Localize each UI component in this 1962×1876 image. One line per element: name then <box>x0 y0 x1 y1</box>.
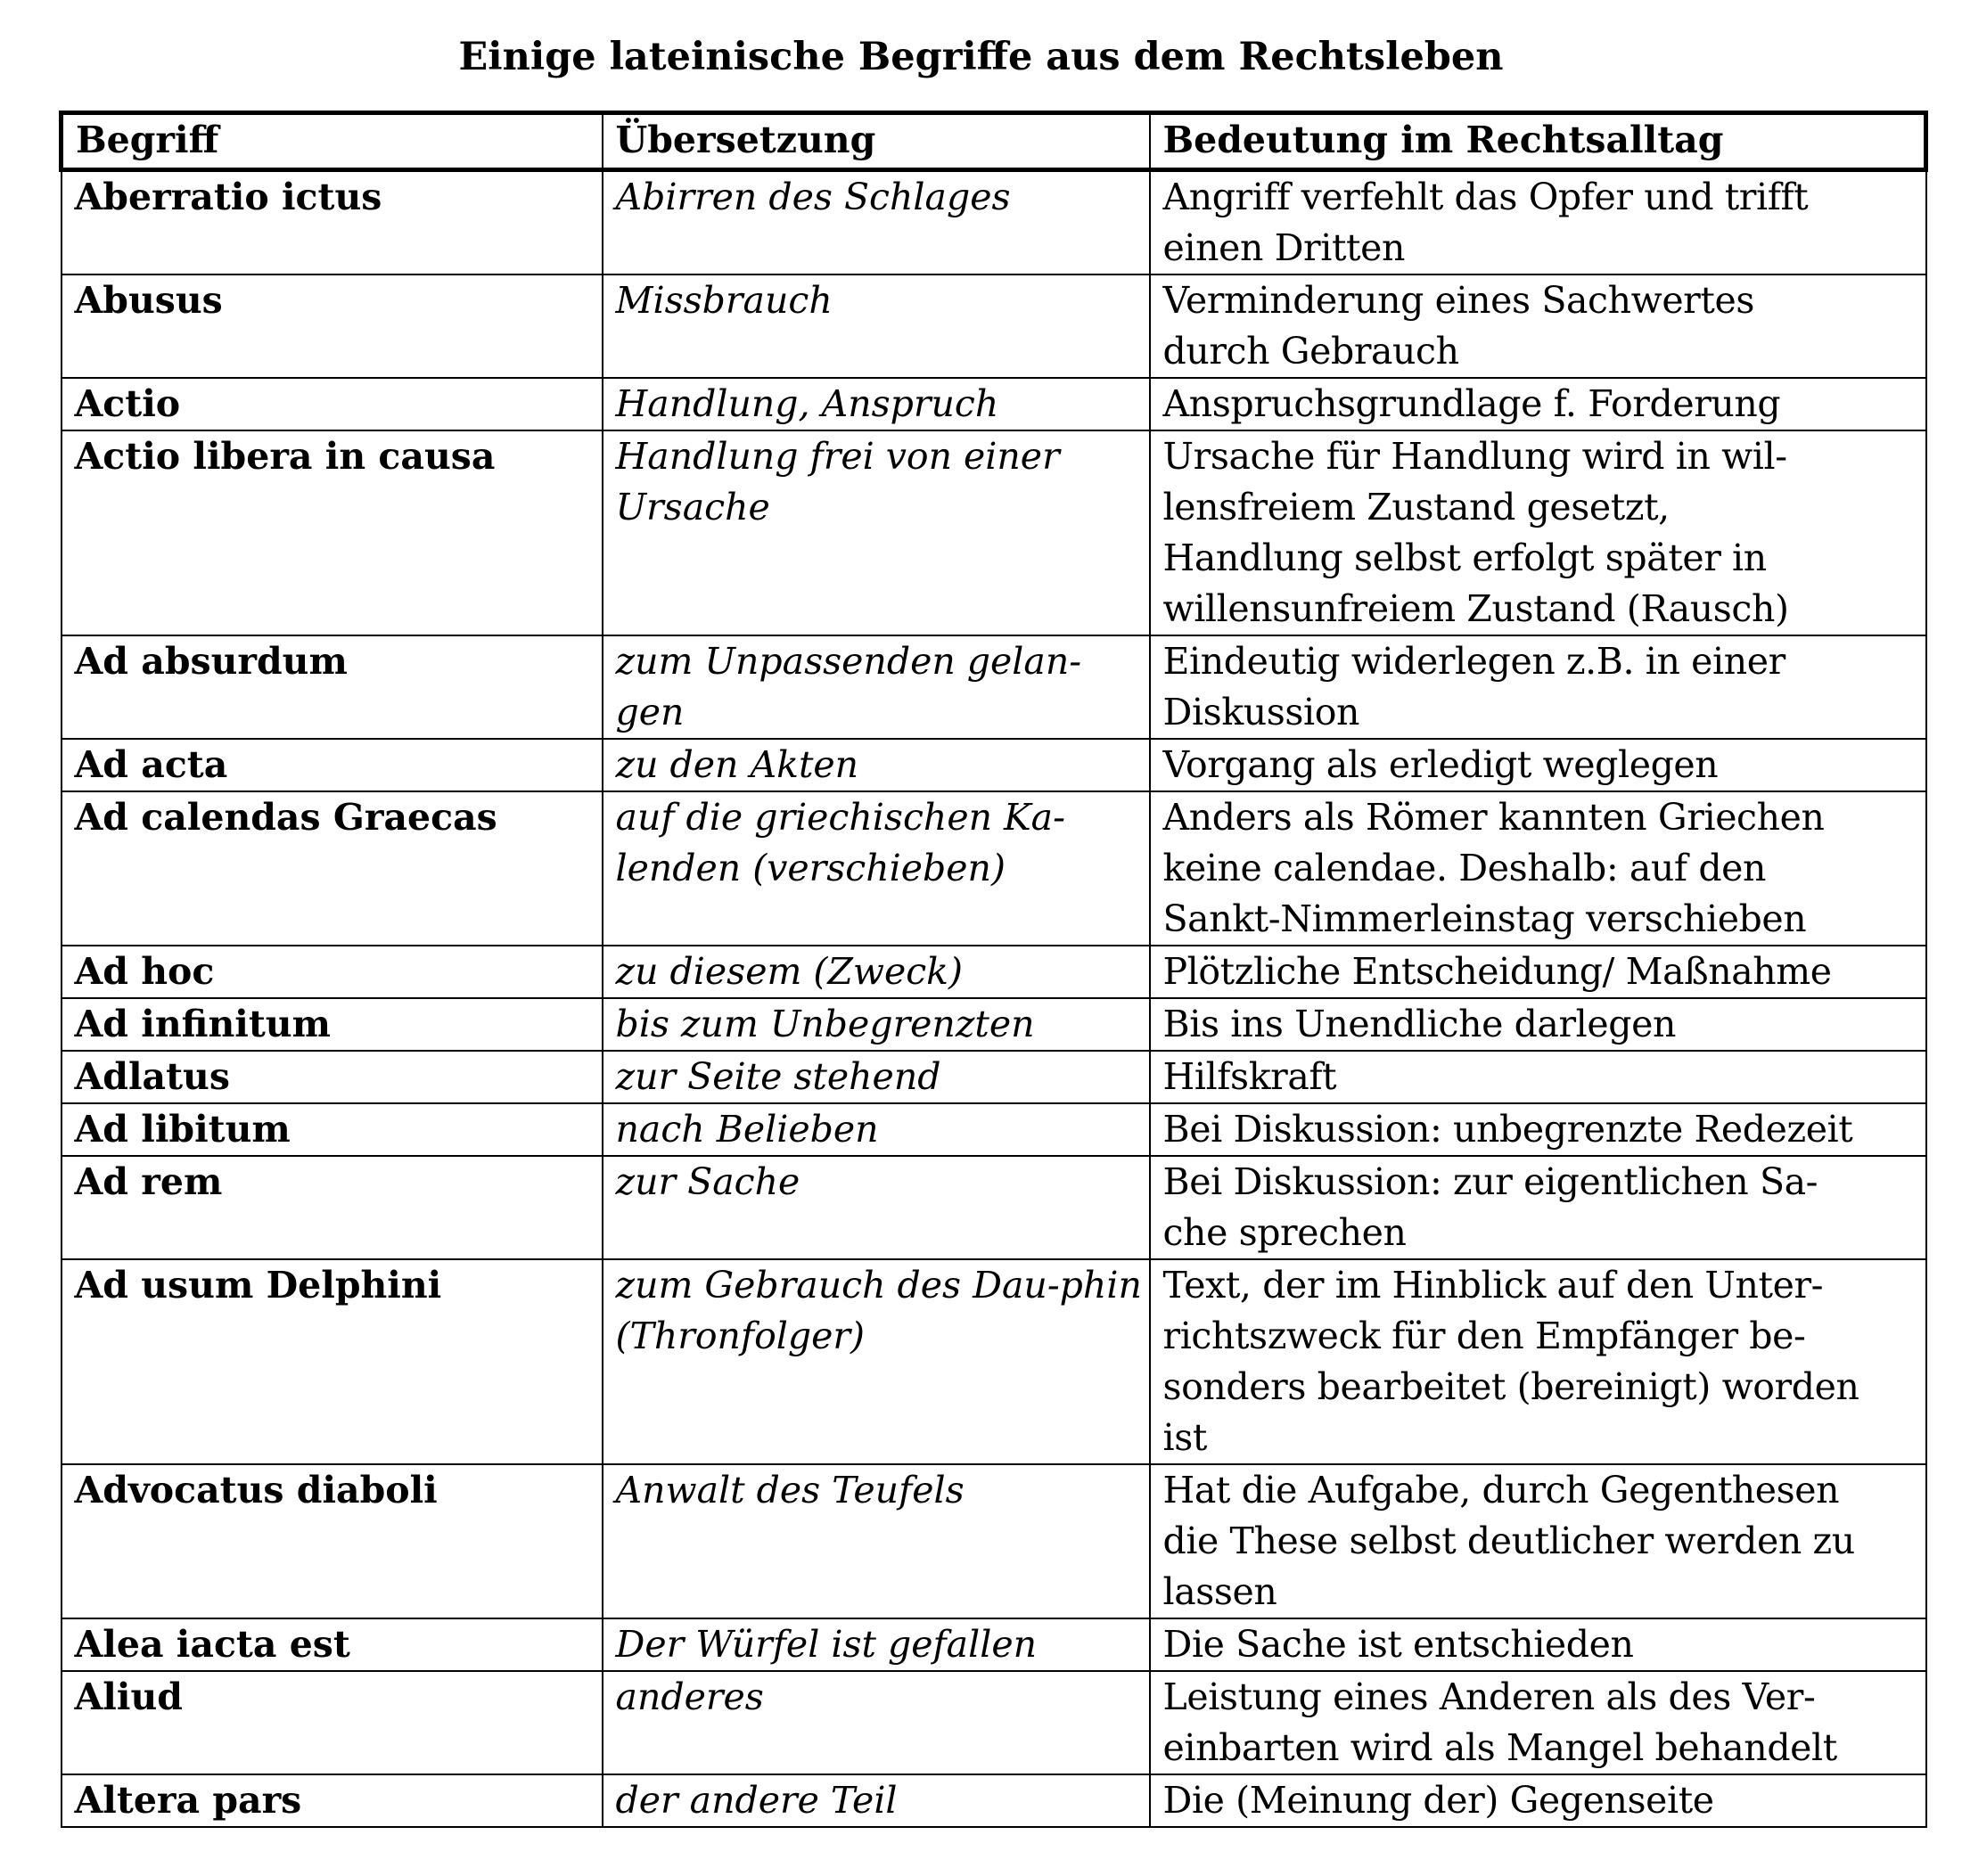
meaning-line: Leistung eines Anderen als des Ver- <box>1162 1675 1816 1718</box>
term-cell: Aberratio ictus <box>62 170 603 275</box>
meaning-line: Anspruchsgrundlage f. Forderung <box>1162 382 1781 425</box>
meaning-cell <box>1150 635 1926 739</box>
meaning-line: Hilfskraft <box>1162 1055 1337 1098</box>
meaning-line: Plötzliche Entscheidung/ Maßnahme <box>1162 950 1832 993</box>
translation-cell: der andere Teil <box>603 1774 1150 1827</box>
meaning-cell <box>1150 1103 1926 1156</box>
translation-cell: zur Seite stehend <box>603 1051 1150 1103</box>
term-cell: Actio libera in causa <box>62 430 603 635</box>
meaning-cell <box>1150 430 1926 635</box>
translation-cell: Missbrauch <box>603 274 1150 378</box>
translation-cell: zum Unpassenden gelan-gen <box>603 635 1150 739</box>
table-row <box>62 1103 1926 1156</box>
meaning-line: Die Sache ist entschieden <box>1162 1623 1634 1666</box>
table-row <box>62 635 1926 739</box>
meaning-line: Handlung selbst erfolgt später in <box>1162 537 1767 579</box>
meaning-line: Bei Diskussion: unbegrenzte Redezeit <box>1162 1108 1853 1151</box>
meaning-cell <box>1150 1618 1926 1671</box>
translation-cell: anderes <box>603 1671 1150 1774</box>
table-row <box>62 1618 1926 1671</box>
translation-cell: Handlung, Anspruch <box>603 378 1150 430</box>
meaning-line: Ursache für Handlung wird in wil- <box>1162 435 1787 478</box>
table-body <box>62 170 1926 1828</box>
table-row <box>62 1464 1926 1618</box>
table-row <box>62 378 1926 430</box>
meaning-line: Text, der im Hinblick auf den Unter- <box>1162 1264 1824 1307</box>
translation-cell: zu den Akten <box>603 739 1150 791</box>
header-row <box>62 113 1926 170</box>
meaning-cell <box>1150 274 1926 378</box>
meaning-line: Verminderung eines Sachwertes <box>1162 279 1754 322</box>
meaning-line: Bis ins Unendliche darlegen <box>1162 1003 1676 1045</box>
table-row <box>62 430 1926 635</box>
table-row <box>62 1259 1926 1464</box>
meaning-line: che sprechen <box>1162 1211 1407 1254</box>
translation-cell: auf die griechischen Ka-lenden (verschieben) <box>603 791 1150 946</box>
meaning-cell <box>1150 739 1926 791</box>
meaning-cell <box>1150 1774 1926 1827</box>
translation-cell: Anwalt des Teufels <box>603 1464 1150 1618</box>
table-row <box>62 274 1926 378</box>
meaning-line: Die (Meinung der) Gegenseite <box>1162 1779 1714 1822</box>
meaning-line: durch Gebrauch <box>1162 330 1459 373</box>
term-cell: Ad infinitum <box>62 998 603 1051</box>
terms-table <box>59 111 1928 1828</box>
translation-cell: zu diesem (Zweck) <box>603 946 1150 998</box>
meaning-line: willensunfreiem Zustand (Rausch) <box>1162 587 1789 630</box>
meaning-line: Hat die Aufgabe, durch Gegenthesen <box>1162 1469 1840 1511</box>
meaning-line: Eindeutig widerlegen z.B. in einer <box>1162 640 1786 683</box>
meaning-line: sonders bearbeitet (bereinigt) worden <box>1162 1365 1859 1408</box>
term-cell: Altera pars <box>62 1774 603 1827</box>
table-row <box>62 170 1926 275</box>
term-cell: Abusus <box>62 274 603 378</box>
term-cell: Ad acta <box>62 739 603 791</box>
meaning-cell <box>1150 170 1926 275</box>
translation-cell: Der Würfel ist gefallen <box>603 1618 1150 1671</box>
term-cell: Ad hoc <box>62 946 603 998</box>
translation-cell: bis zum Unbegrenzten <box>603 998 1150 1051</box>
meaning-line: richtszweck für den Empfänger be- <box>1162 1315 1806 1357</box>
meaning-cell <box>1150 1259 1926 1464</box>
meaning-line: lassen <box>1162 1570 1277 1613</box>
term-cell: Ad calendas Graecas <box>62 791 603 946</box>
meaning-cell <box>1150 1156 1926 1259</box>
meaning-line: ist <box>1162 1416 1207 1459</box>
table-row <box>62 1671 1926 1774</box>
document-title: Einige lateinische Begriffe aus dem Rechtsleben <box>458 35 1504 79</box>
table-row <box>62 791 1926 946</box>
term-cell: Advocatus diaboli <box>62 1464 603 1618</box>
translation-cell: Abirren des Schlages <box>603 170 1150 275</box>
meaning-cell <box>1150 1051 1926 1103</box>
meaning-cell <box>1150 1671 1926 1774</box>
meaning-cell <box>1150 998 1926 1051</box>
table-row <box>62 1051 1926 1103</box>
term-cell: Alea iacta est <box>62 1618 603 1671</box>
table-row <box>62 1156 1926 1259</box>
meaning-cell <box>1150 378 1926 430</box>
meaning-line: lensfreiem Zustand gesetzt, <box>1162 486 1670 528</box>
term-cell: Ad libitum <box>62 1103 603 1156</box>
table-row <box>62 998 1926 1051</box>
term-cell: Adlatus <box>62 1051 603 1103</box>
table-row <box>62 1774 1926 1827</box>
term-cell: Ad absurdum <box>62 635 603 739</box>
meaning-line: einen Dritten <box>1162 226 1405 269</box>
meaning-line: einbarten wird als Mangel behandelt <box>1162 1726 1837 1769</box>
translation-cell: Handlung frei von einer Ursache <box>603 430 1150 635</box>
header-term: Begriff <box>62 113 603 170</box>
header-meaning: Bedeutung im Rechtsalltag <box>1150 113 1926 170</box>
table-row <box>62 946 1926 998</box>
header-translation: Übersetzung <box>603 113 1150 170</box>
term-cell: Actio <box>62 378 603 430</box>
meaning-line: Sankt-Nimmerleinstag verschieben <box>1162 897 1807 940</box>
meaning-line: Bei Diskussion: zur eigentlichen Sa- <box>1162 1160 1818 1203</box>
term-cell: Aliud <box>62 1671 603 1774</box>
meaning-line: Anders als Römer kannten Griechen <box>1162 796 1825 839</box>
translation-cell: zur Sache <box>603 1156 1150 1259</box>
term-cell: Ad rem <box>62 1156 603 1259</box>
meaning-line: die These selbst deutlicher werden zu <box>1162 1520 1855 1562</box>
translation-cell: zum Gebrauch des Dau-phin (Thronfolger) <box>603 1259 1150 1464</box>
translation-cell: nach Belieben <box>603 1103 1150 1156</box>
meaning-cell <box>1150 1464 1926 1618</box>
term-cell: Ad usum Delphini <box>62 1259 603 1464</box>
meaning-line: keine calendae. Deshalb: auf den <box>1162 847 1767 889</box>
meaning-line: Diskussion <box>1162 691 1360 733</box>
meaning-cell <box>1150 791 1926 946</box>
table-row <box>62 739 1926 791</box>
meaning-line: Angriff verfehlt das Opfer und trifft <box>1162 176 1809 218</box>
meaning-cell <box>1150 946 1926 998</box>
meaning-line: Vorgang als erledigt weglegen <box>1162 743 1719 786</box>
